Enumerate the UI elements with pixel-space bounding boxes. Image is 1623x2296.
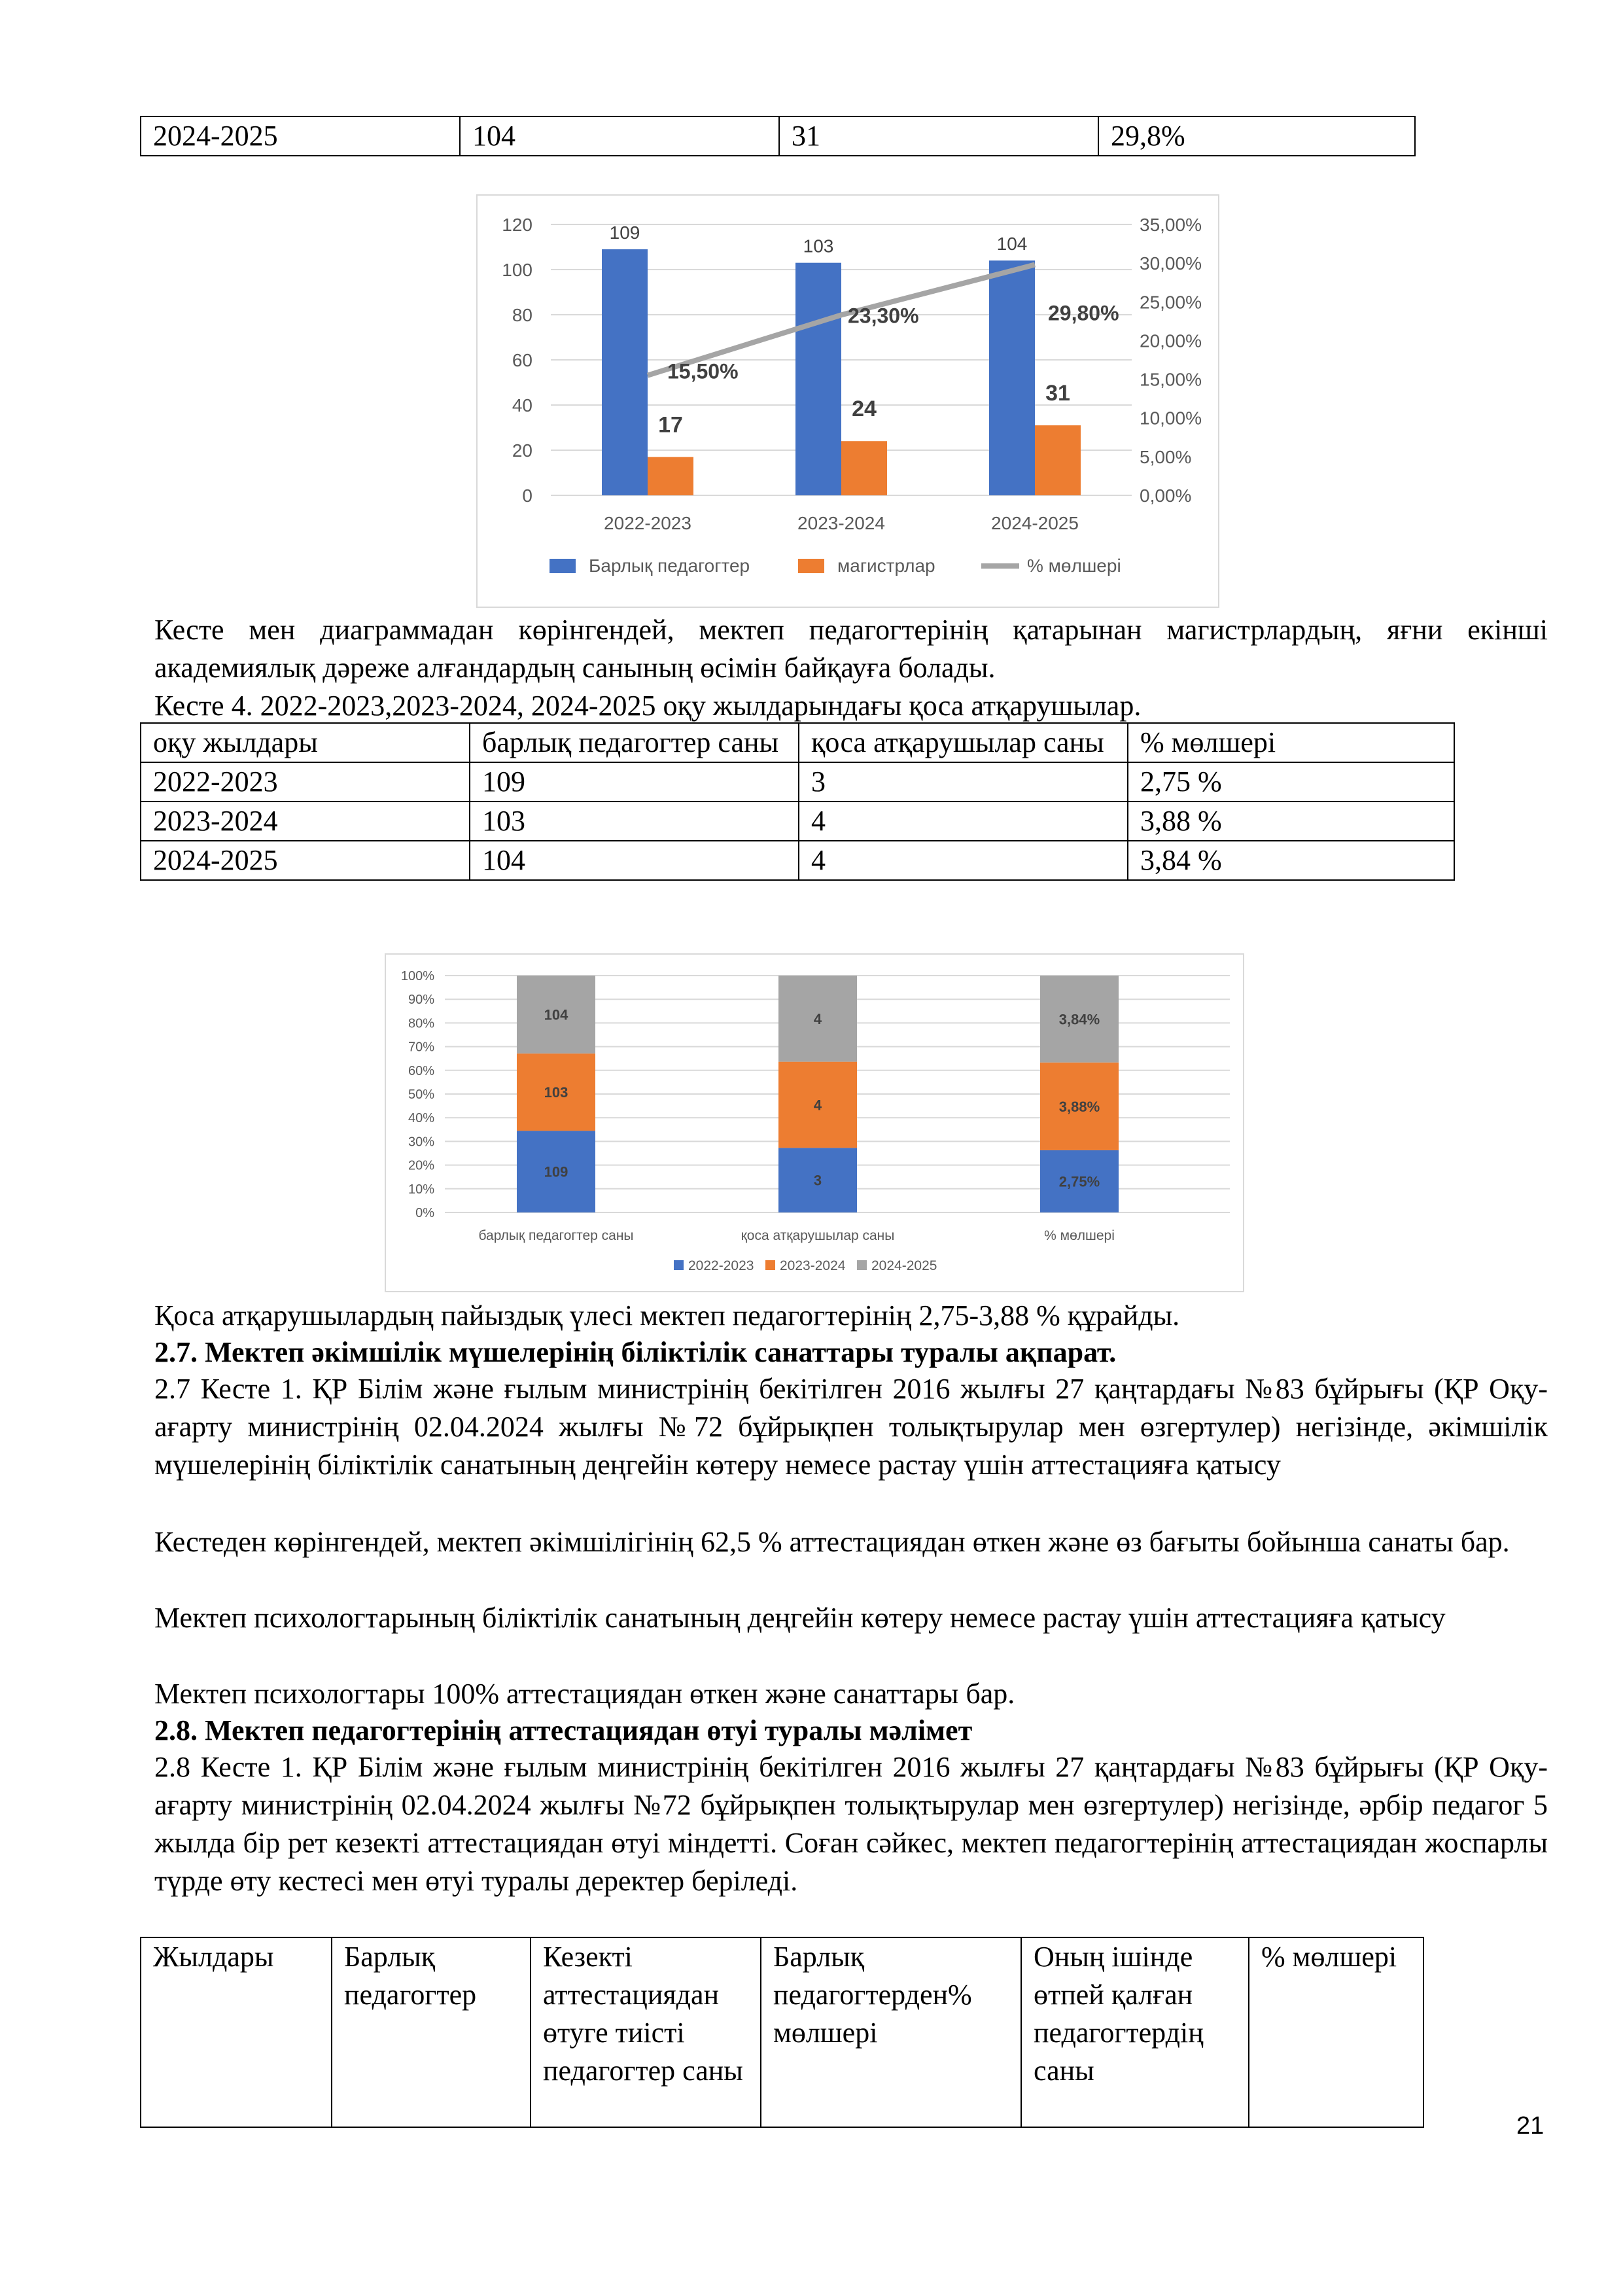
table-header-cell: Кезекті аттестациядан өтуге тиісті педагогтер саны (531, 1937, 761, 2127)
data-label: 104 (996, 234, 1028, 255)
data-label: 3 (813, 1172, 822, 1189)
data-label: 17 (658, 412, 683, 438)
y-left-tick-label: 80 (512, 305, 532, 325)
bar-masters (841, 441, 887, 495)
bar-masters (1035, 425, 1081, 495)
y-left-tick-label: 100 (502, 260, 532, 280)
y-tick-label: 20% (408, 1158, 434, 1173)
paragraph: Кестеден көрінгендей, мектеп әкімшілігінің 62,5 % аттестациядан өткен және өз бағыты бойынша санаты бар. (154, 1526, 1510, 1558)
y-left-tick-label: 0 (522, 486, 532, 506)
y-left-tick-label: 120 (502, 215, 532, 235)
y-tick-label: 50% (408, 1087, 434, 1102)
data-label: 3,88% (1058, 1098, 1100, 1115)
table-header-cell: қоса атқарушылар саны (799, 723, 1128, 762)
table-header-cell: барлық педагогтер саны (470, 723, 799, 762)
table-header-cell: Оның ішінде өтпей қалған педагогтердің саны (1021, 1937, 1249, 2127)
percent-data-label: 23,30% (848, 304, 919, 328)
data-label: 4 (813, 1010, 822, 1027)
data-label: 104 (544, 1006, 568, 1023)
legend-label: Барлық педагогтер (589, 556, 750, 576)
data-label: 24 (852, 397, 877, 422)
y-tick-label: 40% (408, 1111, 434, 1126)
table-header-row (141, 1937, 1423, 2127)
table-cell: 2024-2025 (141, 841, 470, 880)
paragraph: Кесте мен диаграммадан көрінгендей, мектеп педагогтерінің қатарынан магистрлардың, яғни екінші академиялық дәреже алғандардың санының өсімін байқауға болады. (154, 614, 1548, 684)
y-left-tick-label: 40 (512, 395, 532, 415)
y-tick-label: 70% (408, 1040, 434, 1055)
legend-label: магистрлар (837, 556, 935, 576)
legend-label: 2022-2023 (688, 1258, 754, 1273)
y-tick-label: 80% (408, 1016, 434, 1031)
x-tick-label: % мөлшері (1044, 1228, 1115, 1243)
legend-swatch (550, 559, 576, 573)
chart2-svg (386, 955, 1243, 1291)
x-tick-label: 2023-2024 (797, 513, 885, 533)
table-cell: 103 (470, 802, 799, 841)
table-4 (140, 722, 1455, 881)
x-tick-label: 2022-2023 (604, 513, 691, 533)
y-tick-label: 60% (408, 1063, 434, 1078)
data-label: 103 (803, 236, 834, 256)
x-tick-label: 2024-2025 (991, 513, 1079, 533)
paragraph: Мектеп психологтарының біліктілік санатының деңгейін көтеру немесе растау үшін аттестацияға қатысу (154, 1602, 1446, 1634)
table-header-cell: % мөлшері (1249, 1937, 1423, 2127)
legend-label: 2023-2024 (780, 1258, 846, 1273)
chart1-svg (478, 196, 1218, 607)
data-label: 109 (544, 1163, 568, 1180)
table-cell: 2023-2024 (141, 802, 470, 841)
section-heading-2-8: 2.8. Мектеп педагогтерінің аттестациядан өтуі туралы мәлімет (154, 1714, 973, 1746)
table-cell: 2022-2023 (141, 762, 470, 802)
table-cell: 4 (799, 802, 1128, 841)
x-tick-label: қоса атқарушылар саны (741, 1228, 895, 1243)
paragraph: Қоса атқарушылардың пайыздық үлесі мектеп педагогтерінің 2,75-3,88 % құрайды. (154, 1299, 1180, 1332)
bar-all-teachers (602, 249, 648, 495)
table-cell: 104 (460, 116, 779, 156)
section-heading-2-7: 2.7. Мектеп әкімшілік мүшелерінің біліктілік санаттары туралы ақпарат. (154, 1336, 1117, 1368)
data-label: 31 (1045, 381, 1070, 406)
y-left-tick-label: 20 (512, 440, 532, 461)
bar-all-teachers (795, 263, 841, 495)
legend-label: 2024-2025 (871, 1258, 937, 1273)
y-right-tick-label: 5,00% (1140, 446, 1192, 467)
legend-label: % мөлшері (1027, 556, 1121, 576)
y-tick-label: 0% (415, 1206, 434, 1220)
y-tick-label: 10% (408, 1182, 434, 1197)
y-tick-label: 30% (408, 1135, 434, 1150)
y-right-tick-label: 15,00% (1140, 369, 1202, 390)
table-header-cell: Жылдары (141, 1937, 332, 2127)
page-number: 21 (1516, 2112, 1544, 2140)
table-header-cell: Барлық педагогтерден% мөлшері (761, 1937, 1021, 2127)
y-right-tick-label: 20,00% (1140, 330, 1202, 351)
table-cell: 31 (779, 116, 1098, 156)
table-row (141, 802, 1454, 841)
table-caption: Кесте 4. 2022-2023,2023-2024, 2024-2025 оқу жылдарындағы қоса атқарушылар. (154, 690, 1142, 722)
table-header-row (141, 723, 1454, 762)
chart-teachers-masters (476, 194, 1219, 608)
data-label: 2,75% (1058, 1173, 1100, 1190)
legend-swatch (857, 1260, 867, 1270)
table-row (141, 841, 1454, 880)
bar-masters (648, 457, 693, 495)
table-cell: 2024-2025 (141, 116, 460, 156)
bar-all-teachers (989, 260, 1035, 495)
data-label: 103 (544, 1084, 568, 1101)
y-right-tick-label: 10,00% (1140, 408, 1202, 429)
legend-swatch (674, 1260, 684, 1270)
y-right-tick-label: 30,00% (1140, 253, 1202, 274)
paragraph: 2.7 Кесте 1. ҚР Білім және ғылым министрінің бекітілген 2016 жылғы 27 қаңтардағы №83 бұйрығы (ҚР Оқу-ағарту министрінің 02.04.2024 жылғы №72 бұйрықпен толықтырулар мен өзгертулер) негізінде, әкімшілік мүшелерінің біліктілік санатының деңгейін көтеру немесе растау үшін аттестацияға қатысу (154, 1373, 1548, 1481)
y-tick-label: 90% (408, 993, 434, 1008)
table-cell: 3 (799, 762, 1128, 802)
table-cell: 2,75 % (1128, 762, 1454, 802)
table-cell: 109 (470, 762, 799, 802)
table-cell: 3,88 % (1128, 802, 1454, 841)
data-label: 109 (609, 222, 640, 243)
chart-part-timers (385, 953, 1244, 1292)
y-left-tick-label: 60 (512, 350, 532, 370)
y-right-tick-label: 25,00% (1140, 292, 1202, 313)
table-row (141, 762, 1454, 802)
table-header-cell: % мөлшері (1128, 723, 1454, 762)
y-tick-label: 100% (400, 969, 434, 983)
paragraph: Мектеп психологтары 100% аттестациядан өткен және санаттары бар. (154, 1678, 1015, 1710)
attestation-table (140, 1937, 1424, 2128)
top-table (140, 116, 1416, 156)
percent-data-label: 29,80% (1048, 301, 1119, 325)
table-header-cell: оқу жылдары (141, 723, 470, 762)
table-header-cell: Барлық педагогтер (332, 1937, 531, 2127)
y-right-tick-label: 35,00% (1140, 215, 1202, 235)
paragraph: 2.8 Кесте 1. ҚР Білім және ғылым министрінің бекітілген 2016 жылғы 27 қаңтардағы №83 бұйрығы (ҚР Оқу-ағарту министрінің 02.04.2024 жылғы №72 бұйрықпен толықтырулар мен өзгертулер) негізінде, әрбір педагог 5 жылда бір рет кезекті аттестациядан өтуі міндетті. Соған сәйкес, мектеп педагогтерінің аттестациядан жоспарлы түрде өту кестесі мен өтуі туралы деректер беріледі. (154, 1751, 1548, 1897)
y-right-tick-label: 0,00% (1140, 486, 1192, 506)
percent-data-label: 15,50% (667, 359, 739, 383)
legend-swatch (798, 559, 824, 573)
legend-swatch (765, 1260, 775, 1270)
table-cell: 4 (799, 841, 1128, 880)
table-row (141, 116, 1415, 156)
x-tick-label: барлық педагогтер саны (478, 1228, 634, 1243)
table-cell: 104 (470, 841, 799, 880)
table-cell: 3,84 % (1128, 841, 1454, 880)
data-label: 4 (813, 1097, 822, 1114)
data-label: 3,84% (1058, 1011, 1100, 1028)
table-cell: 29,8% (1098, 116, 1415, 156)
